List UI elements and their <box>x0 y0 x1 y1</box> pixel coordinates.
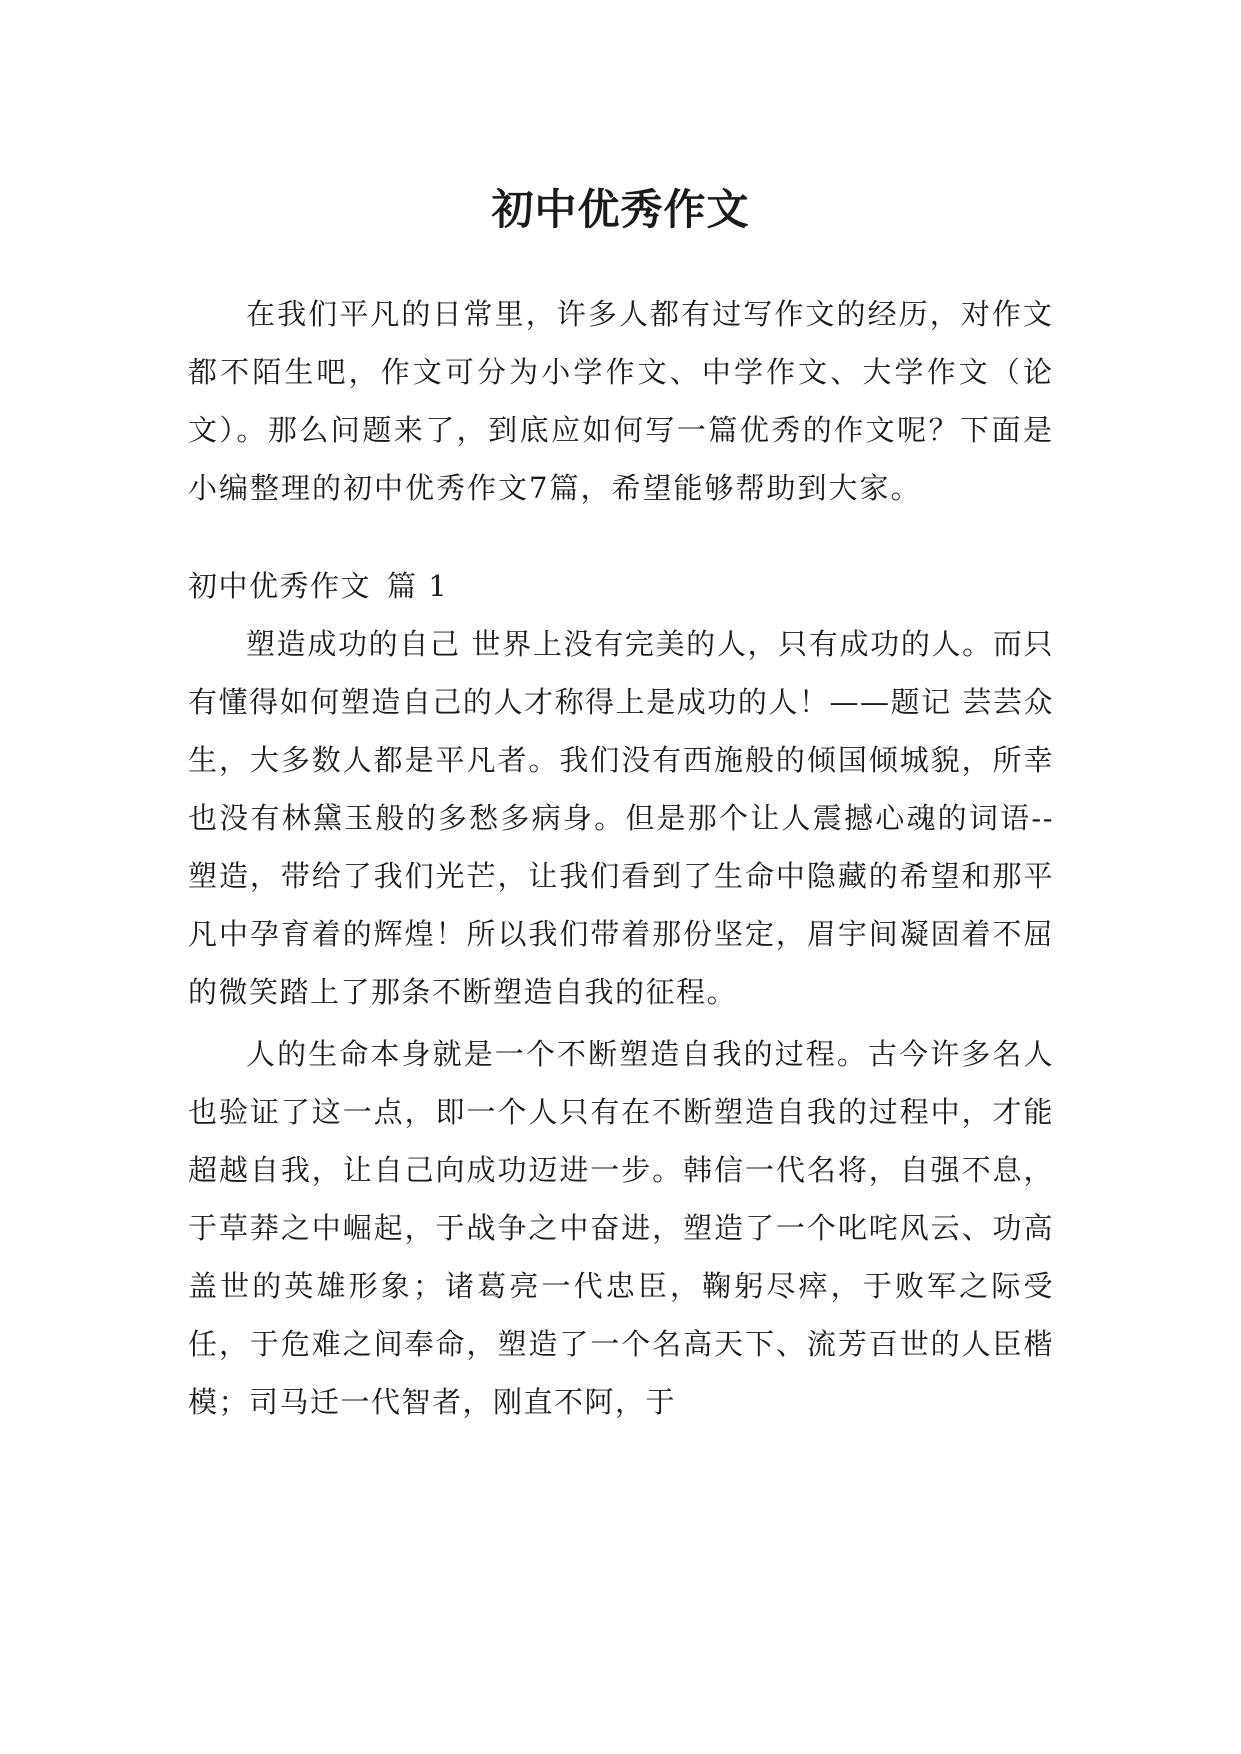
section-heading-number: 篇 1 <box>387 569 449 603</box>
section-heading <box>188 557 1054 615</box>
body-paragraph: 人的生命本身就是一个不断塑造自我的过程。古今许多名人也验证了这一点，即一个人只有在不断塑造自我的过程中，才能超越自我，让自己向成功迈进一步。韩信一代名将，自强不息，于草莽之中崛起，于战争之中奋进，塑造了一个叱咤风云、功高盖世的英雄形象；诸葛亮一代忠臣，鞠躬尽瘁，于败军之际受任，于危难之间奉命，塑造了一个名高天下、流芳百世的人臣楷模；司马迁一代智者，刚直不阿，于 <box>188 1037 1054 1419</box>
document-body <box>188 285 1054 1431</box>
intro-paragraph: 在我们平凡的日常里，许多人都有过写作文的经历，对作文都不陌生吧，作文可分为小学作文、中学作文、大学作文（论文）。那么问题来了，到底应如何写一篇优秀的作文呢？下面是小编整理的初中优秀作文7篇，希望能够帮助到大家。 <box>188 297 1054 505</box>
section-heading-label: 初中优秀作文 <box>188 569 372 603</box>
page-title: 初中优秀作文 <box>491 185 750 235</box>
body-paragraph: 塑造成功的自己 世界上没有完美的人，只有成功的人。而只有懂得如何塑造自己的人才称得上是成功的人！——题记 芸芸众生，大多数人都是平凡者。我们没有西施般的倾国倾城貌，所幸也没有林黛玉般的多愁多病身。但是那个让人震撼心魂的词语--塑造，带给了我们光芒，让我们看到了生命中隐藏的希望和那平凡中孕育着的辉煌！所以我们带着那份坚定，眉宇间凝固着不屈的微笑踏上了那条不断塑造自我的征程。 <box>188 627 1054 1009</box>
